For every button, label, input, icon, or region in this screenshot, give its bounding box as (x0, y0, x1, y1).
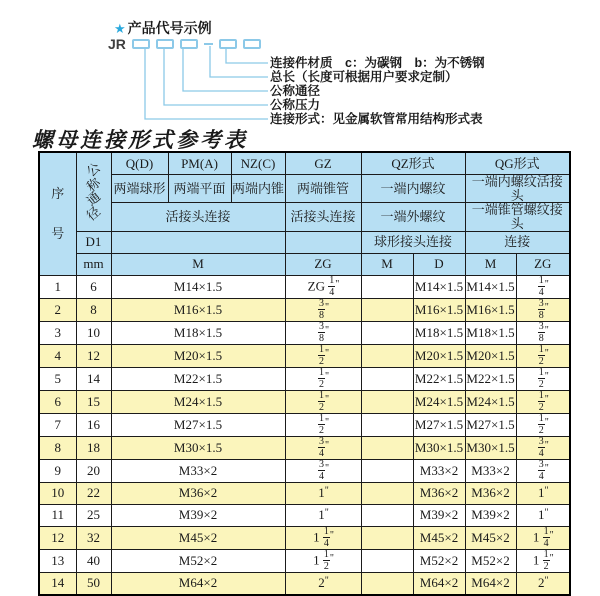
cell-qz_d: M14×1.5 (413, 275, 465, 298)
cell-qg_m: M30×1.5 (465, 436, 516, 459)
code-label-material: 连接件材质 c：为碳钢 b：为不锈钢 (270, 56, 485, 70)
cell-seq: 13 (39, 549, 76, 572)
header-nz-code: NZ(C) (231, 152, 285, 175)
code-label-list (270, 56, 485, 126)
cell-seq: 7 (39, 413, 76, 436)
cell-seq: 8 (39, 436, 76, 459)
code-label-total-length: 总长（长度可根据用户要求定制） (270, 70, 458, 84)
cell-qg_zg: $\frac{3}{8}$ " (516, 321, 570, 344)
header-pm-sub: 两端平面 (168, 175, 231, 203)
cell-qz_m (361, 504, 413, 526)
cell-zg: 1" (285, 504, 361, 526)
cell-mm: 15 (76, 390, 111, 413)
table-row (39, 549, 570, 572)
cell-qz_d: M24×1.5 (413, 390, 465, 413)
cell-mm: 10 (76, 321, 111, 344)
cell-mm: 16 (76, 413, 111, 436)
cell-m: M52×2 (111, 549, 285, 572)
cell-qg_zg: $\frac{3}{4}$ " (516, 436, 570, 459)
cell-zg: $\frac{3}{8}$ " (285, 298, 361, 321)
header-qg-m: M (465, 253, 516, 275)
cell-m: M30×1.5 (111, 436, 285, 459)
cell-mm: 8 (76, 298, 111, 321)
cell-m: M33×2 (111, 459, 285, 482)
cell-qg_m: M27×1.5 (465, 413, 516, 436)
header-qg-zg: ZG (516, 253, 570, 275)
cell-m: M27×1.5 (111, 413, 285, 436)
cell-mm: 18 (76, 436, 111, 459)
header-mm: mm (76, 253, 111, 275)
header-qz-sub1: 一端内螺纹 (361, 175, 465, 203)
cell-m: M36×2 (111, 482, 285, 504)
cell-seq: 5 (39, 367, 76, 390)
cell-seq: 2 (39, 298, 76, 321)
cell-qz_m (361, 367, 413, 390)
cell-mm: 50 (76, 572, 111, 595)
cell-zg: $\frac{3}{4}$ " (285, 459, 361, 482)
cell-qz_d: M64×2 (413, 572, 465, 595)
header-empty-gz (285, 231, 361, 253)
cell-qg_zg: $\frac{3}{4}$ " (516, 459, 570, 482)
header-qg-sub1: 一端内螺纹活接头 (465, 175, 570, 203)
header-gz-code: GZ (285, 152, 361, 175)
code-prefix: JR (108, 36, 126, 52)
table-row (39, 321, 570, 344)
table-row (39, 298, 570, 321)
cell-qz_m (361, 413, 413, 436)
cell-qg_zg: $\frac{1}{2}$ " (516, 390, 570, 413)
header-qz-d: D (413, 253, 465, 275)
cell-qg_zg: $\frac{1}{2}$ " (516, 344, 570, 367)
cell-m: M45×2 (111, 526, 285, 549)
header-m-thread: M (111, 253, 285, 275)
cell-mm: 25 (76, 504, 111, 526)
code-box-2 (156, 39, 174, 49)
cell-qg_m: M16×1.5 (465, 298, 516, 321)
cell-qg_m: M39×2 (465, 504, 516, 526)
cell-seq: 14 (39, 572, 76, 595)
cell-zg: ZG $\frac{1}{4}$ " (285, 275, 361, 298)
cell-seq: 3 (39, 321, 76, 344)
cell-m: M39×2 (111, 504, 285, 526)
cell-qg_m: M18×1.5 (465, 321, 516, 344)
header-row-d1 (39, 231, 570, 253)
cell-m: M20×1.5 (111, 344, 285, 367)
cell-qz_m (361, 526, 413, 549)
table-row (39, 275, 570, 298)
table-row (39, 367, 570, 390)
cell-qz_d: M36×2 (413, 482, 465, 504)
cell-seq: 6 (39, 390, 76, 413)
nut-connection-reference-table (38, 151, 571, 596)
header-row-codes (39, 152, 570, 175)
cell-zg: $\frac{1}{2}$ " (285, 413, 361, 436)
cell-qz_m (361, 275, 413, 298)
code-box-3 (180, 39, 198, 49)
header-seq: 序 号 (39, 152, 76, 275)
cell-zg: 1" (285, 482, 361, 504)
table-title: 螺母连接形式参考表 (32, 127, 248, 152)
code-label-nominal-pressure: 公称压力 (270, 98, 321, 112)
header-qg-connection: 连接 (465, 231, 570, 253)
table-row (39, 482, 570, 504)
cell-qg_m: M64×2 (465, 572, 516, 595)
cell-qg_m: M33×2 (465, 459, 516, 482)
product-code-example-label: 产品代号示例 (127, 20, 212, 36)
header-union-connection: 活接头连接 (111, 203, 285, 231)
header-row-units (39, 253, 570, 275)
header-qz-m: M (361, 253, 413, 275)
code-box-1 (132, 39, 150, 49)
cell-qg_m: M45×2 (465, 526, 516, 549)
table-row (39, 504, 570, 526)
cell-seq: 11 (39, 504, 76, 526)
header-pm-code: PM(A) (168, 152, 231, 175)
table-row (39, 436, 570, 459)
table-row (39, 413, 570, 436)
cell-mm: 12 (76, 344, 111, 367)
cell-zg: $\frac{3}{8}$ " (285, 321, 361, 344)
header-row-connection (39, 203, 570, 231)
table-body (39, 275, 570, 595)
cell-mm: 6 (76, 275, 111, 298)
cell-zg: $\frac{1}{2}$ " (285, 390, 361, 413)
table-head (39, 152, 570, 275)
cell-qg_zg: 1 $\frac{1}{4}$ " (516, 526, 570, 549)
cell-qg_zg: $\frac{1}{4}$ " (516, 275, 570, 298)
header-empty-m (111, 231, 285, 253)
cell-qg_zg: 1 $\frac{1}{2}$ " (516, 549, 570, 572)
code-dash (204, 43, 213, 45)
header-nominal-diameter: 公 称 通 径 (76, 152, 111, 231)
code-box-4 (219, 39, 237, 49)
cell-qz_d: M27×1.5 (413, 413, 465, 436)
cell-mm: 40 (76, 549, 111, 572)
cell-qg_zg: $\frac{3}{8}$ " (516, 298, 570, 321)
table-row (39, 526, 570, 549)
cell-qz_m (361, 572, 413, 595)
header-qz-sub2: 一端外螺纹 (361, 203, 465, 231)
cell-qz_d: M52×2 (413, 549, 465, 572)
header-row-end-types (39, 175, 570, 203)
header-gz-sub: 两端锥管 (285, 175, 361, 203)
cell-zg: $\frac{3}{4}$ " (285, 436, 361, 459)
cell-qg_zg: 1" (516, 482, 570, 504)
cell-qz_d: M39×2 (413, 504, 465, 526)
cell-zg: 1 $\frac{1}{4}$ " (285, 526, 361, 549)
cell-qz_m (361, 459, 413, 482)
star-icon: ★ (114, 21, 126, 36)
header-q-code: Q(D) (111, 152, 168, 175)
cell-qz_m (361, 321, 413, 344)
code-label-nominal-diameter: 公称通径 (270, 84, 321, 98)
cell-qz_m (361, 344, 413, 367)
cell-qg_m: M24×1.5 (465, 390, 516, 413)
cell-qz_m (361, 390, 413, 413)
code-label-connection-form: 连接形式：见金属软管常用结构形式表 (270, 112, 483, 126)
cell-qg_zg: 1" (516, 504, 570, 526)
cell-m: M24×1.5 (111, 390, 285, 413)
cell-qg_m: M14×1.5 (465, 275, 516, 298)
cell-qg_zg: $\frac{1}{2}$ " (516, 367, 570, 390)
cell-mm: 22 (76, 482, 111, 504)
cell-qg_m: M52×2 (465, 549, 516, 572)
cell-qz_d: M16×1.5 (413, 298, 465, 321)
table-row (39, 459, 570, 482)
header-d1: D1 (76, 231, 111, 253)
product-code-row (108, 36, 267, 52)
cell-qz_m (361, 549, 413, 572)
cell-zg: 2" (285, 572, 361, 595)
cell-qz_m (361, 482, 413, 504)
header-zg-thread: ZG (285, 253, 361, 275)
cell-zg: $\frac{1}{2}$ " (285, 367, 361, 390)
cell-zg: $\frac{1}{2}$ " (285, 344, 361, 367)
cell-seq: 1 (39, 275, 76, 298)
cell-qz_d: M18×1.5 (413, 321, 465, 344)
code-box-5 (243, 39, 261, 49)
header-qz-connection: 球形接头连接 (361, 231, 465, 253)
table-row (39, 344, 570, 367)
cell-m: M18×1.5 (111, 321, 285, 344)
cell-mm: 14 (76, 367, 111, 390)
cell-m: M64×2 (111, 572, 285, 595)
cell-qz_d: M20×1.5 (413, 344, 465, 367)
cell-qz_d: M33×2 (413, 459, 465, 482)
cell-seq: 12 (39, 526, 76, 549)
cell-m: M22×1.5 (111, 367, 285, 390)
header-qz-code: QZ形式 (361, 152, 465, 175)
table-row (39, 572, 570, 595)
cell-seq: 4 (39, 344, 76, 367)
header-nz-sub: 两端内锥 (231, 175, 285, 203)
cell-seq: 9 (39, 459, 76, 482)
cell-qg_zg: $\frac{1}{2}$ " (516, 413, 570, 436)
cell-m: M14×1.5 (111, 275, 285, 298)
product-code-example-title (114, 18, 212, 38)
cell-zg: 1 $\frac{1}{2}$ " (285, 549, 361, 572)
cell-qz_d: M45×2 (413, 526, 465, 549)
cell-qg_zg: 2" (516, 572, 570, 595)
cell-mm: 32 (76, 526, 111, 549)
cell-qz_m (361, 298, 413, 321)
header-gz-connection: 活接头连接 (285, 203, 361, 231)
cell-qg_m: M36×2 (465, 482, 516, 504)
cell-m: M16×1.5 (111, 298, 285, 321)
header-q-sub: 两端球形 (111, 175, 168, 203)
header-qg-sub2: 一端锥管螺纹接头 (465, 203, 570, 231)
table-row (39, 390, 570, 413)
cell-qg_m: M20×1.5 (465, 344, 516, 367)
cell-qz_m (361, 436, 413, 459)
header-qg-code: QG形式 (465, 152, 570, 175)
cell-qz_d: M22×1.5 (413, 367, 465, 390)
cell-mm: 20 (76, 459, 111, 482)
cell-seq: 10 (39, 482, 76, 504)
cell-qz_d: M30×1.5 (413, 436, 465, 459)
cell-qg_m: M22×1.5 (465, 367, 516, 390)
